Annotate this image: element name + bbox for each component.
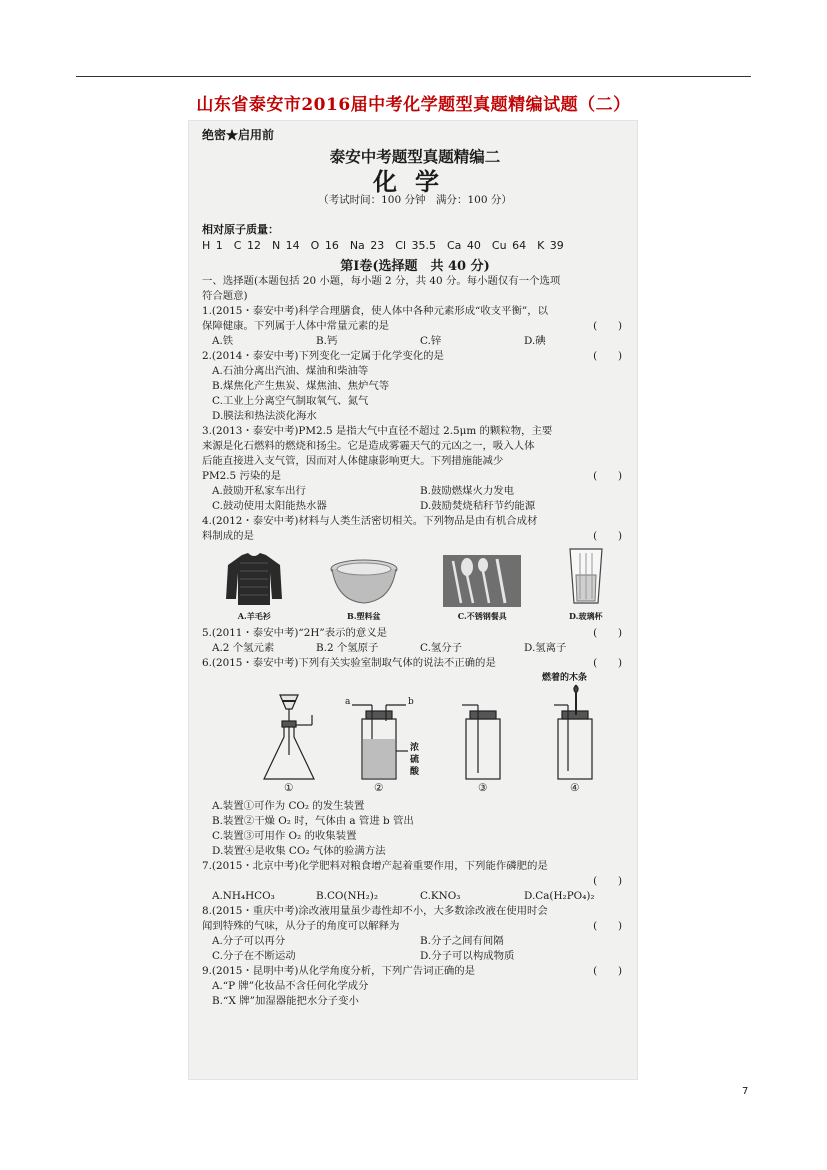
question-6-options [212,799,628,859]
option: C.锌 [420,335,442,347]
option: B.煤焦化产生焦炭、煤焦油、焦炉气等 [212,380,390,392]
section-intro-cont: 符合题意) [202,290,248,302]
question-3-stem-cont: PM2.5 污染的是 ( ) [202,470,622,482]
option: B.钙 [316,335,338,347]
option: B.2 个氢原子 [316,642,379,654]
question-2-options [212,364,628,424]
option: D.膜法和热法淡化海水 [212,410,317,422]
option: D.分子可以构成物质 [420,950,515,962]
option: B.装置②干燥 O₂ 时，气体由 a 管进 b 管出 [212,815,414,827]
header-rule [76,76,751,77]
option: C.KNO₃ [420,890,461,902]
question-3-options [212,484,628,514]
option: A.鼓励开私家车出行 [212,485,306,497]
acid-label: 酸 [410,767,420,777]
option: D.氢离子 [524,642,567,654]
exam-info: （考试时间：100 分钟 满分：100 分） [318,194,512,206]
steel-cutlery-picture [443,555,521,624]
question-4-pictures [202,548,628,624]
option: C.氢分子 [420,642,463,654]
subject-title: 化学 [373,167,457,196]
question-3-stem-cont: 后能直接进入支气管，因而对人体健康影响更大。下列措施能减少 [202,455,504,467]
question-7-stem: 7.(2015・北京中考)化学肥料对粮食增产起着重要作用，下列能作磷肥的是 [202,860,548,872]
burning-stick-label: 燃着的木条 [542,673,588,683]
picture-caption: A.羊毛衫 [237,611,271,621]
scanned-exam-image [188,120,638,1080]
answer-bracket: ( ) [593,965,622,977]
tube-label-a: a [345,697,351,707]
tube-label-b: b [408,697,414,707]
glass-icon [566,547,606,607]
device-number: ④ [570,782,580,794]
device-number: ③ [478,782,488,794]
option: A.石油分离出汽油、煤油和柴油等 [212,365,369,377]
option: A.装置①可作为 CO₂ 的发生装置 [212,800,365,812]
question-6-stem: 6.(2015・泰安中考)下列有关实验室制取气体的说法不正确的是 ( ) [202,657,622,669]
answer-bracket: ( ) [593,875,622,887]
sweater-icon [224,551,284,607]
exam-title: 泰安中考题型真题精编二 [329,147,501,166]
answer-bracket: ( ) [593,657,622,669]
question-1-stem: 1.(2015・泰安中考)科学合理膳食，使人体中各种元素形成“收支平衡”，以 [202,305,549,317]
basin-icon [329,557,399,607]
option: C.鼓动使用太阳能热水器 [212,500,327,512]
question-5-stem: 5.(2011・泰安中考)“2H”表示的意义是 ( ) [202,627,622,639]
option: C.分子在不断运动 [212,950,296,962]
answer-bracket: ( ) [593,530,622,542]
glass-cup-picture [566,547,606,624]
option: D.碘 [524,335,546,347]
option: A.2 个氢元素 [212,642,275,654]
question-1-stem-cont: 保障健康。下列属于人体中常量元素的是 ( ) [202,320,622,332]
option: A.“P 牌”化妆品不含任何化学成分 [212,980,369,992]
question-8-stem-cont: 闻到特殊的气味，从分子的角度可以解释为 ( ) [202,920,622,932]
picture-caption: D.玻璃杯 [569,611,603,621]
option: D.装置④是收集 CO₂ 气体的验满方法 [212,845,386,857]
picture-caption: C.不锈钢餐具 [457,611,507,621]
page-number: 7 [742,1086,749,1097]
option: C.装置③可用作 O₂ 的收集装置 [212,830,357,842]
picture-caption: B.塑料盆 [346,611,381,621]
option: D.Ca(H₂PO₄)₂ [524,890,595,902]
answer-bracket: ( ) [593,320,622,332]
question-9-options [212,979,628,1009]
device-number: ② [374,782,384,794]
section-title: 第Ⅰ卷(选择题 共 40 分) [340,259,490,274]
question-4-stem: 4.(2012・泰安中考)材料与人类生活密切相关。下列物品是由有机合成材 [202,515,538,527]
question-5-options [212,641,628,656]
document-title: 山东省泰安市2016届中考化学题型真题精编试题（二） [196,95,631,115]
question-6-apparatus [202,675,628,795]
section-intro: 一、选择题(本题包括 20 小题，每小题 2 分，共 40 分。每小题仅有一个选项 [202,275,561,287]
question-4-stem-cont: 料制成的是 ( ) [202,530,622,542]
sweater-picture [224,551,284,624]
option: A.分子可以再分 [212,935,286,947]
answer-bracket: ( ) [593,627,622,639]
question-3-stem: 3.(2013・泰安中考)PM2.5 是指大气中直径不超过 2.5μm 的颗粒物，主要 [202,425,553,437]
question-8-stem: 8.(2015・重庆中考)涂改液用量虽少毒性却不小，大多数涂改液在使用时会 [202,905,548,917]
question-2-stem: 2.(2014・泰安中考)下列变化一定属于化学变化的是 ( ) [202,350,622,362]
question-3-stem-cont: 来源是化石燃料的燃烧和扬尘。它是造成雾霾天气的元凶之一，吸入人体 [202,440,535,452]
option: D.鼓励焚烧秸秆节约能源 [420,500,536,512]
option: A.铁 [212,335,234,347]
secret-label: 绝密★启用前 [202,128,275,142]
option: A.NH₄HCO₃ [212,890,275,902]
question-7-options [212,889,628,904]
option: B.鼓励燃煤火力发电 [420,485,515,497]
answer-bracket: ( ) [593,470,622,482]
cutlery-icon [443,555,521,607]
answer-bracket: ( ) [593,350,622,362]
plastic-basin-picture [329,557,399,624]
atomic-mass-values: H 1 C 12 N 14 O 16 Na 23 Cl 35.5 Ca 40 Cu 64 K 39 [202,239,564,252]
question-8-options [212,934,628,964]
question-1-options [212,334,628,349]
acid-label: 浓 [410,743,420,753]
option: B.分子之间有间隔 [420,935,504,947]
exam-content [202,128,628,1009]
option: B.CO(NH₂)₂ [316,890,378,902]
answer-bracket: ( ) [593,920,622,932]
acid-label: 硫 [410,755,420,765]
device-number: ① [284,782,294,794]
atomic-mass-label: 相对原子质量： [202,223,279,236]
option: C.工业上分离空气制取氧气、氮气 [212,395,369,407]
question-9-stem: 9.(2015・昆明中考)从化学角度分析，下列广告词正确的是 ( ) [202,965,622,977]
option: B.“X 牌”加湿器能把水分子变小 [212,995,359,1007]
